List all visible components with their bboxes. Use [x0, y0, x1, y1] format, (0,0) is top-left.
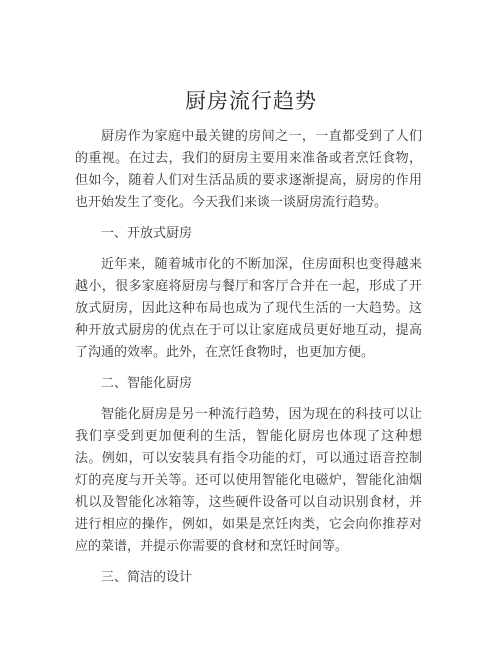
section-heading-smart-kitchen: 二、智能化厨房 — [101, 376, 193, 391]
document-title: 厨房流行趋势 — [185, 89, 317, 113]
section-heading-open-kitchen: 一、开放式厨房 — [101, 226, 193, 241]
section-heading-simple-design: 三、简洁的设计 — [101, 570, 193, 585]
intro-paragraph: 厨房作为家庭中最关键的房间之一，一直都受到了人们的重视。在过去，我们的厨房主要用来准备或者烹饪食物，但如今，随着人们对生活品质的要求逐渐提高，厨房的作用也开始发生了变化。今天我们来谈一谈厨房流行趋势。 — [75, 129, 422, 210]
document-body — [75, 126, 422, 598]
section-body-open-kitchen: 近年来，随着城市化的不断加深，住房面积也变得越来越小，很多家庭将厨房与餐厅和客厅合并在一起，形成了开放式厨房，因此这种布局也成为了现代生活的一大趋势。这种开放式厨房的优点在于可以让家庭成员更好地互动，提高了沟通的效率。此外，在烹饪食物时，也更加方便。 — [75, 257, 422, 360]
section-body-smart-kitchen: 智能化厨房是另一种流行趋势，因为现在的科技可以让我们享受到更加便利的生活，智能化厨房也体现了这种想法。例如，可以安装具有指令功能的灯，可以通过语音控制灯的亮度与开关等。还可以使用智能化电磁炉，智能化油烟机以及智能化冰箱等，这些硬件设备可以自动识别食材，并进行相应的操作，例如，如果是烹饪肉类，它会向你推荐对应的菜谱，并提示你需要的食材和烹饪时间等。 — [75, 407, 422, 554]
